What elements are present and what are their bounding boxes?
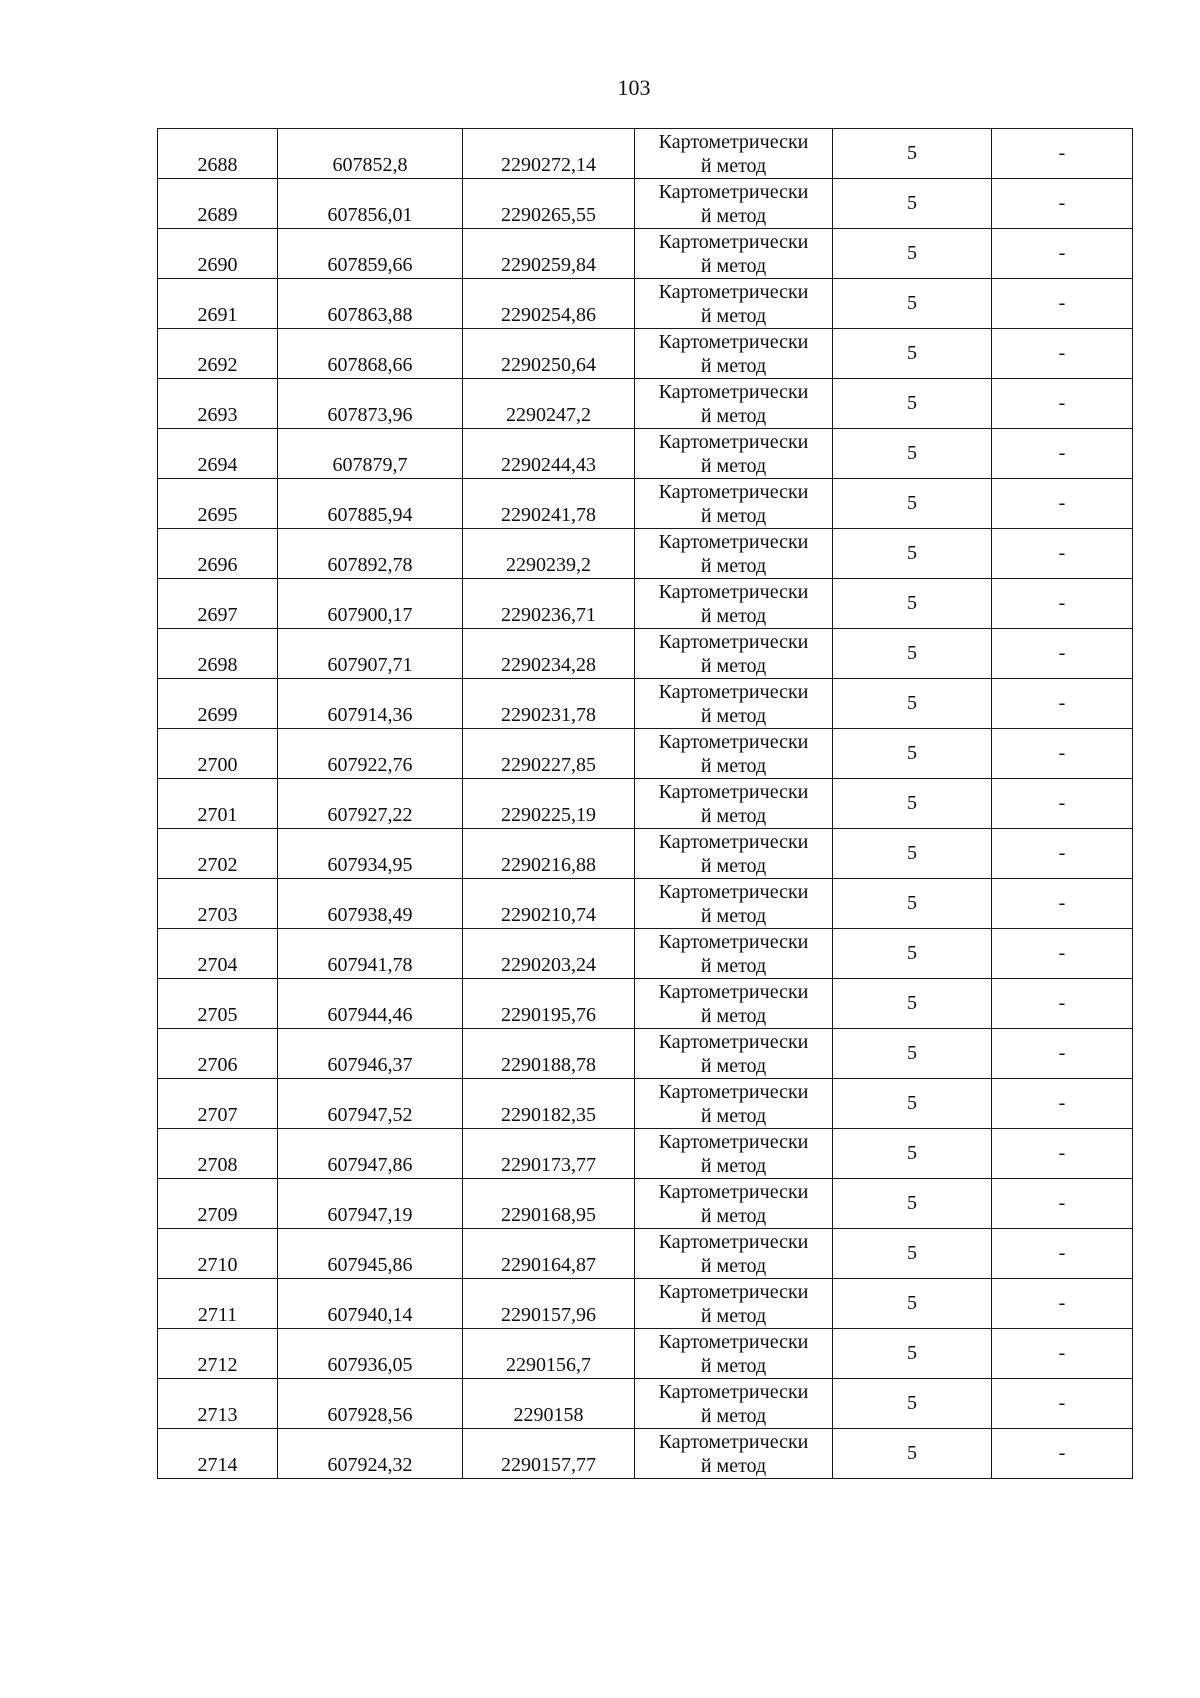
method-cell	[635, 929, 833, 979]
method-text-line: Картометрически	[658, 380, 809, 403]
method-text-line: Картометрически	[658, 330, 809, 353]
accuracy-cell: 5	[833, 529, 992, 579]
x-coordinate-cell: 607852,8	[278, 129, 463, 179]
x-coordinate-cell: 607936,05	[278, 1329, 463, 1379]
method-text-line: Картометрически	[658, 880, 809, 903]
method-cell	[635, 279, 833, 329]
note-cell: -	[992, 929, 1133, 979]
point-number-cell: 2699	[158, 679, 278, 729]
y-coordinate-cell: 2290244,43	[463, 429, 635, 479]
method-cell	[635, 1329, 833, 1379]
note-cell: -	[992, 229, 1133, 279]
note-cell: -	[992, 1029, 1133, 1079]
point-number-cell: 2702	[158, 829, 278, 879]
table-row	[158, 229, 1133, 279]
x-coordinate-cell: 607945,86	[278, 1229, 463, 1279]
method-text-line: Картометрически	[658, 980, 809, 1003]
x-coordinate-cell: 607934,95	[278, 829, 463, 879]
x-coordinate-cell: 607914,36	[278, 679, 463, 729]
method-text-line: й метод	[700, 254, 767, 277]
note-cell: -	[992, 829, 1133, 879]
accuracy-cell: 5	[833, 1179, 992, 1229]
note-cell: -	[992, 679, 1133, 729]
table-row	[158, 1279, 1133, 1329]
method-cell	[635, 1379, 833, 1429]
method-cell	[635, 479, 833, 529]
method-text-line: й метод	[700, 204, 767, 227]
accuracy-cell: 5	[833, 1229, 992, 1279]
accuracy-cell: 5	[833, 429, 992, 479]
method-cell	[635, 179, 833, 229]
point-number-cell: 2694	[158, 429, 278, 479]
point-number-cell: 2701	[158, 779, 278, 829]
method-text-line: Картометрически	[658, 930, 809, 953]
point-number-cell: 2708	[158, 1129, 278, 1179]
point-number-cell: 2712	[158, 1329, 278, 1379]
method-text-line: Картометрически	[658, 280, 809, 303]
method-text-line: Картометрически	[658, 830, 809, 853]
method-cell	[635, 679, 833, 729]
point-number-cell: 2706	[158, 1029, 278, 1079]
method-cell	[635, 1429, 833, 1479]
method-text-line: Картометрически	[658, 480, 809, 503]
note-cell: -	[992, 629, 1133, 679]
point-number-cell: 2710	[158, 1229, 278, 1279]
table-row	[158, 379, 1133, 429]
point-number-cell: 2690	[158, 229, 278, 279]
note-cell: -	[992, 479, 1133, 529]
method-cell	[635, 529, 833, 579]
page-number: 103	[617, 75, 651, 100]
accuracy-cell: 5	[833, 1129, 992, 1179]
method-text-line: Картометрически	[658, 1380, 809, 1403]
y-coordinate-cell: 2290164,87	[463, 1229, 635, 1279]
point-number-cell: 2705	[158, 979, 278, 1029]
accuracy-cell: 5	[833, 179, 992, 229]
point-number-cell: 2709	[158, 1179, 278, 1229]
table-row	[158, 529, 1133, 579]
y-coordinate-cell: 2290239,2	[463, 529, 635, 579]
note-cell: -	[992, 329, 1133, 379]
accuracy-cell: 5	[833, 629, 992, 679]
method-cell	[635, 629, 833, 679]
accuracy-cell: 5	[833, 729, 992, 779]
point-number-cell: 2703	[158, 879, 278, 929]
note-cell: -	[992, 1429, 1133, 1479]
method-text-line: й метод	[700, 1054, 767, 1077]
point-number-cell: 2711	[158, 1279, 278, 1329]
method-text-line: Картометрически	[658, 1080, 809, 1103]
y-coordinate-cell: 2290234,28	[463, 629, 635, 679]
note-cell: -	[992, 729, 1133, 779]
method-text-line: Картометрически	[658, 1130, 809, 1153]
note-cell: -	[992, 579, 1133, 629]
y-coordinate-cell: 2290227,85	[463, 729, 635, 779]
y-coordinate-cell: 2290231,78	[463, 679, 635, 729]
method-text-line: Картометрически	[658, 630, 809, 653]
y-coordinate-cell: 2290216,88	[463, 829, 635, 879]
method-text-line: Картометрически	[658, 730, 809, 753]
method-text-line: й метод	[700, 1154, 767, 1177]
accuracy-cell: 5	[833, 129, 992, 179]
table-row	[158, 1229, 1133, 1279]
accuracy-cell: 5	[833, 1379, 992, 1429]
point-number-cell: 2698	[158, 629, 278, 679]
y-coordinate-cell: 2290250,64	[463, 329, 635, 379]
method-text-line: й метод	[700, 1404, 767, 1427]
table-row	[158, 779, 1133, 829]
method-cell	[635, 879, 833, 929]
method-text-line: й метод	[700, 1204, 767, 1227]
y-coordinate-cell: 2290241,78	[463, 479, 635, 529]
note-cell: -	[992, 279, 1133, 329]
table-row	[158, 979, 1133, 1029]
method-cell	[635, 1179, 833, 1229]
accuracy-cell: 5	[833, 979, 992, 1029]
method-text-line: й метод	[700, 1004, 767, 1027]
y-coordinate-cell: 2290173,77	[463, 1129, 635, 1179]
method-text-line: Картометрически	[658, 1230, 809, 1253]
method-text-line: Картометрически	[658, 130, 809, 153]
table-row	[158, 679, 1133, 729]
method-cell	[635, 979, 833, 1029]
method-text-line: й метод	[700, 854, 767, 877]
accuracy-cell: 5	[833, 579, 992, 629]
y-coordinate-cell: 2290210,74	[463, 879, 635, 929]
x-coordinate-cell: 607940,14	[278, 1279, 463, 1329]
x-coordinate-cell: 607907,71	[278, 629, 463, 679]
method-text-line: й метод	[700, 154, 767, 177]
table-row	[158, 1029, 1133, 1079]
method-text-line: й метод	[700, 1304, 767, 1327]
point-number-cell: 2693	[158, 379, 278, 429]
method-text-line: Картометрически	[658, 1430, 809, 1453]
table-row	[158, 929, 1133, 979]
method-text-line: й метод	[700, 904, 767, 927]
table-row	[158, 629, 1133, 679]
method-text-line: й метод	[700, 354, 767, 377]
note-cell: -	[992, 429, 1133, 479]
accuracy-cell: 5	[833, 1329, 992, 1379]
table-row	[158, 329, 1133, 379]
point-number-cell: 2700	[158, 729, 278, 779]
point-number-cell: 2704	[158, 929, 278, 979]
table-row	[158, 179, 1133, 229]
method-cell	[635, 579, 833, 629]
method-text-line: Картометрически	[658, 1330, 809, 1353]
method-text-line: й метод	[700, 304, 767, 327]
y-coordinate-cell: 2290265,55	[463, 179, 635, 229]
method-cell	[635, 1279, 833, 1329]
method-cell	[635, 1229, 833, 1279]
point-number-cell: 2692	[158, 329, 278, 379]
x-coordinate-cell: 607946,37	[278, 1029, 463, 1079]
table-row	[158, 1129, 1133, 1179]
note-cell: -	[992, 1079, 1133, 1129]
accuracy-cell: 5	[833, 929, 992, 979]
method-cell	[635, 429, 833, 479]
method-text-line: Картометрически	[658, 230, 809, 253]
x-coordinate-cell: 607947,19	[278, 1179, 463, 1229]
method-text-line: Картометрически	[658, 1030, 809, 1053]
method-text-line: й метод	[700, 754, 767, 777]
method-text-line: Картометрически	[658, 180, 809, 203]
accuracy-cell: 5	[833, 229, 992, 279]
note-cell: -	[992, 1379, 1133, 1429]
method-text-line: й метод	[700, 654, 767, 677]
accuracy-cell: 5	[833, 679, 992, 729]
method-text-line: Картометрически	[658, 430, 809, 453]
x-coordinate-cell: 607859,66	[278, 229, 463, 279]
accuracy-cell: 5	[833, 479, 992, 529]
point-number-cell: 2696	[158, 529, 278, 579]
x-coordinate-cell: 607892,78	[278, 529, 463, 579]
y-coordinate-cell: 2290203,24	[463, 929, 635, 979]
x-coordinate-cell: 607947,86	[278, 1129, 463, 1179]
y-coordinate-cell: 2290225,19	[463, 779, 635, 829]
x-coordinate-cell: 607879,7	[278, 429, 463, 479]
method-text-line: й метод	[700, 804, 767, 827]
table-row	[158, 479, 1133, 529]
note-cell: -	[992, 1279, 1133, 1329]
method-cell	[635, 329, 833, 379]
x-coordinate-cell: 607922,76	[278, 729, 463, 779]
x-coordinate-cell: 607938,49	[278, 879, 463, 929]
point-number-cell: 2697	[158, 579, 278, 629]
table-row	[158, 1429, 1133, 1479]
method-text-line: Картометрически	[658, 1280, 809, 1303]
method-text-line: Картометрически	[658, 780, 809, 803]
x-coordinate-cell: 607924,32	[278, 1429, 463, 1479]
point-number-cell: 2691	[158, 279, 278, 329]
table-row	[158, 1079, 1133, 1129]
method-cell	[635, 1129, 833, 1179]
table-row	[158, 129, 1133, 179]
x-coordinate-cell: 607856,01	[278, 179, 463, 229]
method-cell	[635, 129, 833, 179]
method-text-line: Картометрически	[658, 680, 809, 703]
method-text-line: й метод	[700, 404, 767, 427]
method-text-line: Картометрически	[658, 580, 809, 603]
method-cell	[635, 379, 833, 429]
x-coordinate-cell: 607863,88	[278, 279, 463, 329]
method-cell	[635, 829, 833, 879]
y-coordinate-cell: 2290156,7	[463, 1329, 635, 1379]
method-cell	[635, 729, 833, 779]
y-coordinate-cell: 2290195,76	[463, 979, 635, 1029]
note-cell: -	[992, 179, 1133, 229]
note-cell: -	[992, 1129, 1133, 1179]
y-coordinate-cell: 2290168,95	[463, 1179, 635, 1229]
method-text-line: й метод	[700, 1454, 767, 1477]
note-cell: -	[992, 1229, 1133, 1279]
y-coordinate-cell: 2290272,14	[463, 129, 635, 179]
accuracy-cell: 5	[833, 829, 992, 879]
method-text-line: й метод	[700, 454, 767, 477]
point-number-cell: 2688	[158, 129, 278, 179]
y-coordinate-cell: 2290254,86	[463, 279, 635, 329]
x-coordinate-cell: 607868,66	[278, 329, 463, 379]
coordinates-table-body	[158, 129, 1133, 1479]
coordinates-table	[157, 128, 1133, 1479]
note-cell: -	[992, 1329, 1133, 1379]
x-coordinate-cell: 607928,56	[278, 1379, 463, 1429]
point-number-cell: 2695	[158, 479, 278, 529]
note-cell: -	[992, 379, 1133, 429]
table-row	[158, 879, 1133, 929]
point-number-cell: 2707	[158, 1079, 278, 1129]
table-row	[158, 1179, 1133, 1229]
accuracy-cell: 5	[833, 329, 992, 379]
x-coordinate-cell: 607941,78	[278, 929, 463, 979]
method-text-line: й метод	[700, 954, 767, 977]
y-coordinate-cell: 2290236,71	[463, 579, 635, 629]
x-coordinate-cell: 607944,46	[278, 979, 463, 1029]
accuracy-cell: 5	[833, 879, 992, 929]
note-cell: -	[992, 129, 1133, 179]
point-number-cell: 2689	[158, 179, 278, 229]
y-coordinate-cell: 2290247,2	[463, 379, 635, 429]
x-coordinate-cell: 607927,22	[278, 779, 463, 829]
y-coordinate-cell: 2290182,35	[463, 1079, 635, 1129]
x-coordinate-cell: 607900,17	[278, 579, 463, 629]
method-text-line: Картометрически	[658, 1180, 809, 1203]
accuracy-cell: 5	[833, 379, 992, 429]
table-row	[158, 579, 1133, 629]
method-cell	[635, 1029, 833, 1079]
table-row	[158, 279, 1133, 329]
method-text-line: й метод	[700, 604, 767, 627]
y-coordinate-cell: 2290157,96	[463, 1279, 635, 1329]
method-text-line: й метод	[700, 554, 767, 577]
accuracy-cell: 5	[833, 1079, 992, 1129]
y-coordinate-cell: 2290188,78	[463, 1029, 635, 1079]
accuracy-cell: 5	[833, 779, 992, 829]
table-row	[158, 1329, 1133, 1379]
accuracy-cell: 5	[833, 1279, 992, 1329]
point-number-cell: 2713	[158, 1379, 278, 1429]
note-cell: -	[992, 1179, 1133, 1229]
method-text-line: Картометрически	[658, 530, 809, 553]
y-coordinate-cell: 2290259,84	[463, 229, 635, 279]
y-coordinate-cell: 2290157,77	[463, 1429, 635, 1479]
x-coordinate-cell: 607885,94	[278, 479, 463, 529]
method-text-line: й метод	[700, 704, 767, 727]
note-cell: -	[992, 979, 1133, 1029]
note-cell: -	[992, 779, 1133, 829]
x-coordinate-cell: 607873,96	[278, 379, 463, 429]
accuracy-cell: 5	[833, 1029, 992, 1079]
method-text-line: й метод	[700, 504, 767, 527]
method-cell	[635, 1079, 833, 1129]
method-text-line: й метод	[700, 1104, 767, 1127]
y-coordinate-cell: 2290158	[463, 1379, 635, 1429]
method-text-line: й метод	[700, 1354, 767, 1377]
table-row	[158, 729, 1133, 779]
table-row	[158, 429, 1133, 479]
note-cell: -	[992, 879, 1133, 929]
accuracy-cell: 5	[833, 279, 992, 329]
point-number-cell: 2714	[158, 1429, 278, 1479]
method-text-line: й метод	[700, 1254, 767, 1277]
x-coordinate-cell: 607947,52	[278, 1079, 463, 1129]
accuracy-cell: 5	[833, 1429, 992, 1479]
note-cell: -	[992, 529, 1133, 579]
table-row	[158, 829, 1133, 879]
method-cell	[635, 229, 833, 279]
method-cell	[635, 779, 833, 829]
table-row	[158, 1379, 1133, 1429]
